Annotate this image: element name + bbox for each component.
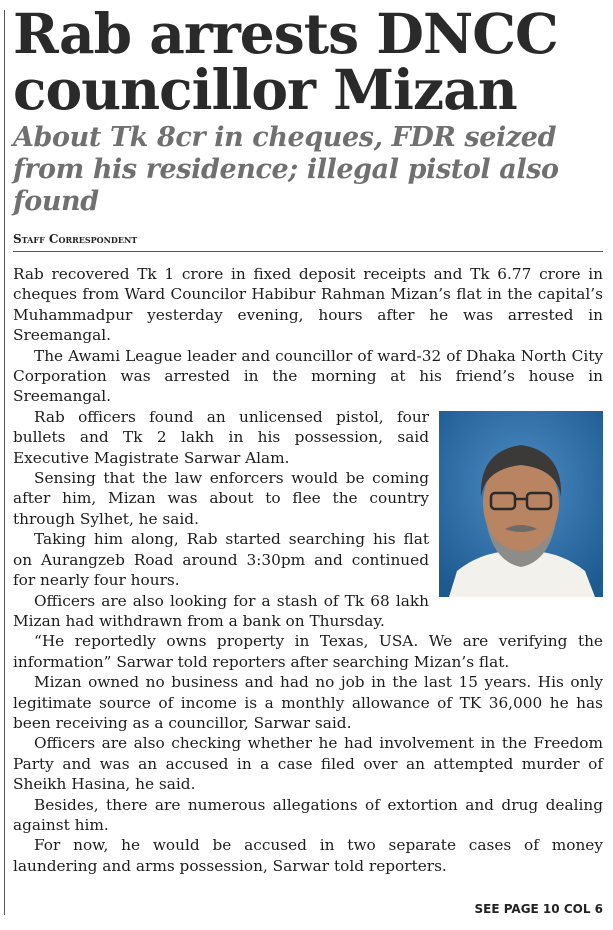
article-body [13,264,603,876]
paragraph: Taking him along, Rab started searching his flat on Aurangzeb Road around 3:30pm and continued for nearly four hours. [13,530,429,590]
paragraph: Officers are also looking for a stash of Tk 68 lakh Mizan had withdrawn from a bank on Thursday. [13,591,429,630]
portrait-illustration [439,411,603,597]
paragraph: “He reportedly owns property in Texas, USA. We are verifying the information” Sarwar told reporters after searching Mizan’s flat. [13,632,603,671]
portrait-photo [439,411,603,597]
jump-line: SEE PAGE 10 COL 6 [474,902,603,916]
headline: Rab arrests DNCC councillor Mizan [13,1,558,122]
paragraph: The Awami League leader and councillor of ward-32 of Dhaka North City Corporation was arrested in the morning at his friend’s house in Sreemangal. [13,346,603,406]
deck-subheadline: About Tk 8cr in cheques, FDR seized from his residence; illegal pistol also found [13,122,559,217]
paragraph: Rab officers found an unlicensed pistol, four bullets and Tk 2 lakh in his possession, said Executive Magistrate Sarwar Alam. [13,407,429,467]
paragraph: Rab recovered Tk 1 crore in fixed deposit receipts and Tk 6.77 crore in cheques from Ward Councilor Habibur Rahman Mizan’s flat in the capital’s Muhammadpur yesterday evening, hours after he was arrested in Sreemangal. [13,265,603,345]
paragraph: For now, he would be accused in two separate cases of money laundering and arms possession, Sarwar told reporters. [13,836,603,875]
paragraph: Sensing that the law enforcers would be coming after him, Mizan was about to flee the country through Sylhet, he said. [13,469,429,528]
column-rule [4,10,5,915]
paragraph: Officers are also checking whether he had involvement in the Freedom Party and was an accused in a case filed over an attempted murder of Sheikh Hasina, he said. [13,734,603,794]
paragraph: Besides, there are numerous allegations of extortion and drug dealing against him. [13,795,603,834]
article [13,0,603,876]
paragraph: Mizan owned no business and had no job in the last 15 years. His only legitimate source of income is a monthly allowance of TK 36,000 he has been receiving as a councillor, Sarwar said. [13,673,603,732]
byline: Staff Correspondent [13,232,603,252]
